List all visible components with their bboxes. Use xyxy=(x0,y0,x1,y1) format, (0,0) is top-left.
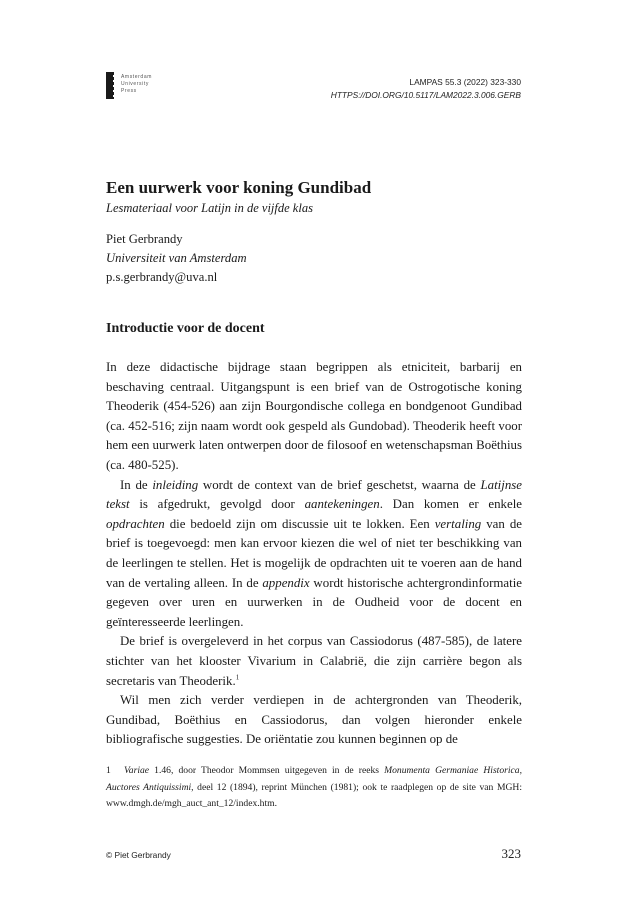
logo-line: Amsterdam xyxy=(121,74,152,80)
logo-line: University xyxy=(121,81,149,87)
footnote xyxy=(106,763,522,813)
logo-notch xyxy=(113,90,115,92)
body-text xyxy=(106,358,522,750)
author-affiliation: Universiteit van Amsterdam xyxy=(106,251,247,265)
emphasis-text: inleiding xyxy=(152,477,199,492)
text-run: De brief is overgeleverd in het corpus van Cassiodorus (487-585), de latere stichter van het klooster Vivarium in Calabrië, die zijn carrière begon als secretaris van Theoderik. xyxy=(106,634,522,688)
copyright-notice: © Piet Gerbrandy xyxy=(106,850,171,860)
journal-reference: LAMPAS 55.3 (2022) 323-330 xyxy=(409,77,521,87)
author-name: Piet Gerbrandy xyxy=(106,232,183,246)
text-run: In deze didactische bijdrage staan begrippen als etniciteit, barbarij en beschaving centraal. Uitgangspunt is een brief van de Ostrogotische koning Theoderik (454-526) aan zijn Bourgondische collega en bondgenoot Gundibad (ca. 452-516; zijn naam wordt ook gespeld als Gundobad). Theoderik heeft voor hem een uurwerk laten ontwerpen door de filosoof en wetenschapsman Boëthius (ca. 480-525). xyxy=(106,360,522,472)
footnote-text xyxy=(106,765,522,809)
emphasis-text: Monumenta Germaniae Historica, Auctores Antiquissimi xyxy=(106,765,522,793)
page-number: 323 xyxy=(501,846,521,861)
article-title: Een uurwerk voor koning Gundibad xyxy=(106,178,372,197)
logo-text xyxy=(121,74,152,95)
doi-link[interactable]: HTTPS://DOI.ORG/10.5117/LAM2022.3.006.GERB xyxy=(330,90,521,100)
text-run: van de brief is toegevoegd: men kan ervoor kiezen die wel of niet ter beschikking van de leerlingen te stellen. Het is mogelijk de opdrachten uit te voeren aan de hand van de vertaling alleen. In de xyxy=(106,516,522,590)
text-run: . Dan komen er enkele xyxy=(379,497,523,512)
logo-notch xyxy=(113,75,115,77)
logo-notch xyxy=(113,95,115,97)
emphasis-text: appendix xyxy=(262,575,310,590)
text-run: die bedoeld zijn om discussie uit te lokken. Een xyxy=(164,516,435,531)
text-run: Wil men zich verder verdiepen in de achtergronden van Theoderik, Gundibad, Boëthius en Cassiodorus, dan volgen hieronder enkele bibliografische suggesties. De oriëntatie zou kunnen beginnen op de xyxy=(106,693,522,747)
text-run: wordt historische achtergrondinformatie gegeven over uren en uurwerken in de Oudheid voor de docent en geïnteresseerde leerlingen. xyxy=(106,575,522,629)
author-email[interactable]: p.s.gerbrandy@uva.nl xyxy=(106,270,218,284)
text-run: wordt de context van de brief geschetst, waarna de xyxy=(198,477,481,492)
body-paragraph xyxy=(106,691,522,750)
emphasis-text: opdrachten xyxy=(106,516,165,531)
journal-header xyxy=(331,76,521,102)
emphasis-text: vertaling xyxy=(434,516,482,531)
text-run: In de xyxy=(120,477,153,492)
text-run: is afgedrukt, gevolgd door xyxy=(129,497,305,512)
logo-notch xyxy=(113,80,115,82)
footnote-number: 1 xyxy=(106,765,111,776)
publisher-logo xyxy=(106,72,166,102)
author-block xyxy=(106,230,247,287)
emphasis-text: Latijnse tekst xyxy=(106,477,523,512)
text-run: , deel 12 (1894), reprint München (1981); ook te raadplegen op de site van MGH: www.dmgh.de/mgh_auct_ant_12/index.htm. xyxy=(106,781,522,809)
emphasis-text: aantekeningen xyxy=(304,497,380,512)
logo-notch xyxy=(113,85,115,87)
footnote-reference[interactable]: 1 xyxy=(235,673,240,682)
logo-line: Press xyxy=(121,88,137,94)
body-paragraph xyxy=(106,476,522,633)
text-run: 1.46, door Theodor Mommsen uitgegeven in de reeks xyxy=(149,765,385,776)
section-heading: Introductie voor de docent xyxy=(106,321,265,336)
body-paragraph xyxy=(106,632,522,691)
emphasis-text: Variae xyxy=(124,765,150,776)
article-subtitle: Lesmateriaal voor Latijn in de vijfde klas xyxy=(106,201,313,215)
body-paragraph xyxy=(106,358,522,476)
